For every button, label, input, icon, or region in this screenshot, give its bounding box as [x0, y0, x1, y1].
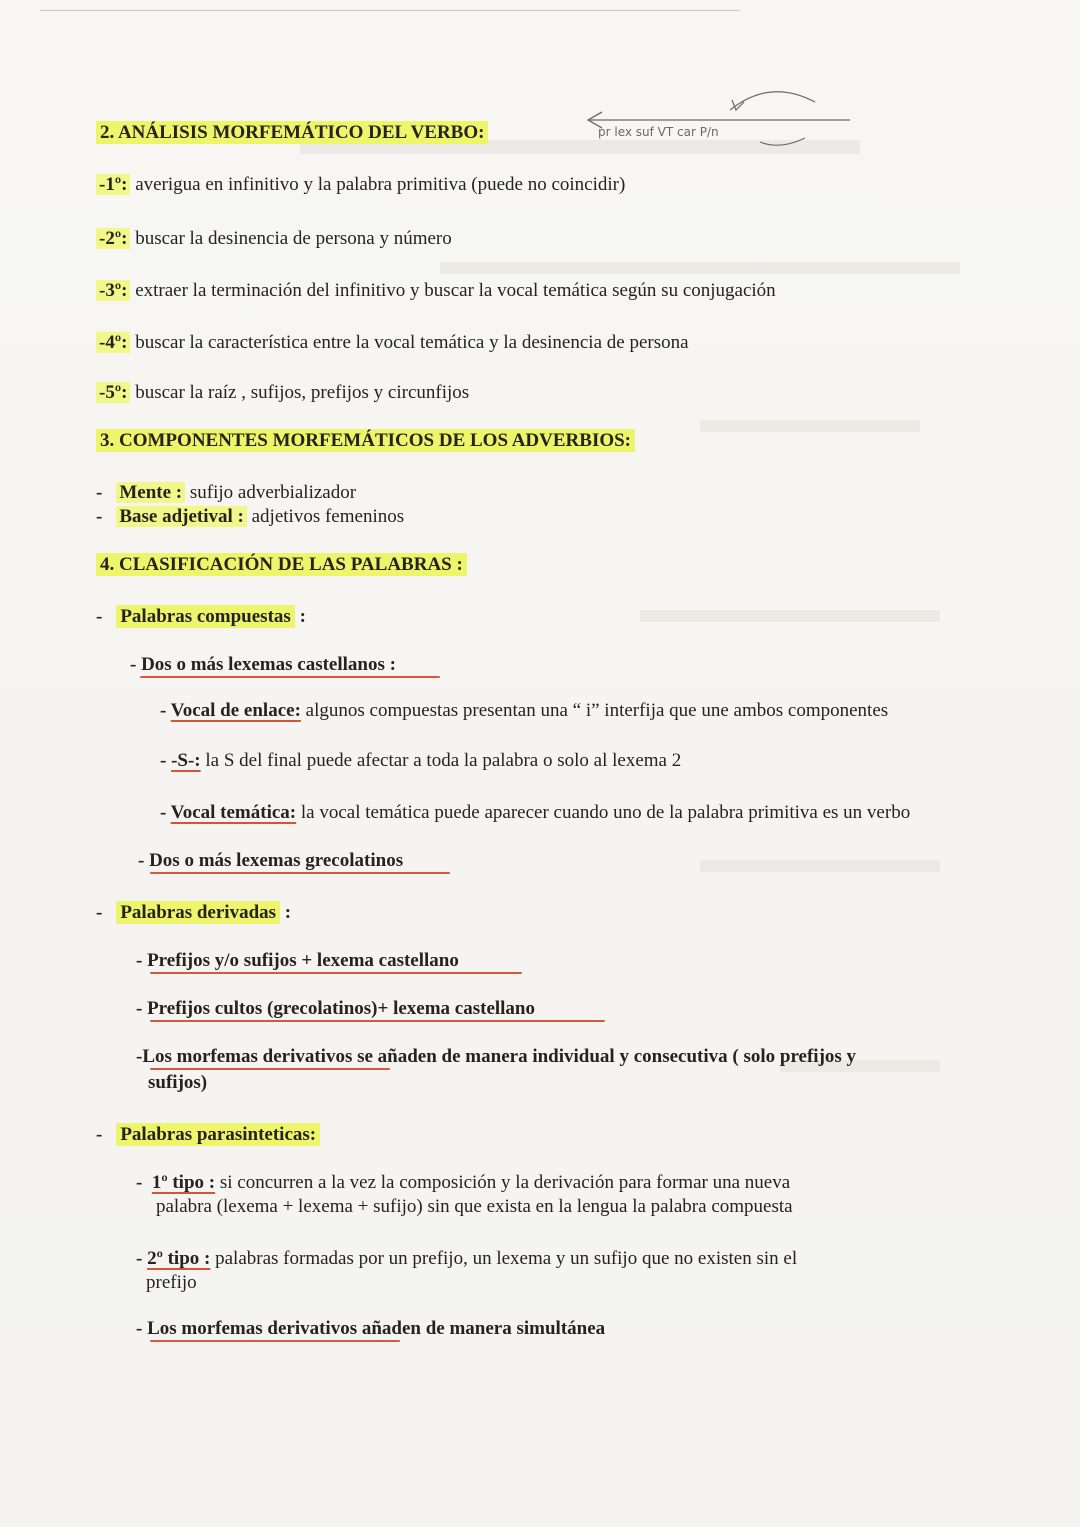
derivadas-item-3-cont: sufijos)	[148, 1072, 208, 1093]
bleed-through-shadow	[700, 860, 940, 872]
section-3-title: 3. COMPONENTES MORFEMÁTICOS DE LOS ADVERBIOS:	[96, 430, 635, 452]
underline	[150, 1020, 605, 1022]
derivadas-item-2: - Prefijos cultos (grecolatinos)+ lexema castellano	[136, 998, 535, 1019]
tipo-1-cont: palabra (lexema + lexema + sufijo) sin que exista en la lengua la palabra compuesta	[156, 1196, 793, 1217]
adverb-item-base: - Base adjetival : adjetivos femeninos	[96, 506, 405, 527]
margin-scribble-arrows	[580, 80, 860, 150]
bleed-through-shadow	[640, 610, 940, 622]
step-2-label: -2º:	[96, 228, 130, 249]
step-2	[96, 228, 452, 250]
step-4-label: -4º:	[96, 332, 130, 353]
bullet: -	[96, 506, 103, 527]
step-4-text: buscar la característica entre la vocal temática y la desinencia de persona	[130, 332, 689, 353]
step-1-text: averigua en infinitivo y la palabra primitiva (puede no coincidir)	[130, 174, 626, 195]
parasinteticas-final: - Los morfemas derivativos añaden de manera simultánea	[136, 1318, 606, 1339]
compuestas-grecolatinos: - Dos o más lexemas grecolatinos	[138, 850, 404, 871]
tipo-2: - 2º tipo : palabras formadas por un prefijo, un lexema y un sufijo que no existen sin el	[136, 1248, 798, 1269]
bullet: -	[96, 902, 103, 923]
bullet: -	[96, 606, 103, 627]
margin-note: pr lex suf VT car P/n	[598, 125, 719, 139]
bleed-through-shadow	[700, 420, 920, 432]
page-top-rule	[40, 10, 740, 11]
derivadas-heading: - Palabras derivadas :	[96, 902, 292, 923]
compuestas-castellanos: - Dos o más lexemas castellanos :	[130, 654, 396, 675]
adverb-item-mente: - Mente : sufijo adverbializador	[96, 482, 357, 503]
compuestas-heading: - Palabras compuestas :	[96, 606, 306, 627]
section-2-title: 2. ANÁLISIS MORFEMÁTICO DEL VERBO:	[96, 122, 488, 144]
bullet: -	[96, 482, 103, 503]
tipo-2-cont: prefijo	[146, 1272, 197, 1293]
underline	[140, 676, 440, 678]
step-5-text: buscar la raíz , sufijos, prefijos y circunfijos	[130, 382, 470, 403]
s-final: - -S-: la S del final puede afectar a toda la palabra o solo al lexema 2	[160, 750, 682, 771]
underline	[150, 1068, 390, 1070]
bleed-through-shadow	[440, 262, 960, 274]
step-5	[96, 382, 469, 404]
step-3-text: extraer la terminación del infinitivo y buscar la vocal temática según su conjugación	[130, 280, 776, 301]
bullet: -	[96, 1124, 103, 1145]
tipo-1: - 1º tipo : si concurren a la vez la composición y la derivación para formar una nueva	[136, 1172, 791, 1193]
derivadas-item-3: -Los morfemas derivativos se añaden de manera individual y consecutiva ( solo prefijos y	[136, 1046, 857, 1067]
derivadas-item-1: - Prefijos y/o sufijos + lexema castellano	[136, 950, 459, 971]
step-3-label: -3º:	[96, 280, 130, 301]
step-3	[96, 280, 776, 302]
underline	[150, 872, 450, 874]
vocal-enlace: - Vocal de enlace: algunos compuestas presentan una “ i” interfija que une ambos componentes	[160, 700, 889, 721]
parasinteticas-heading: - Palabras parasinteticas:	[96, 1124, 320, 1146]
step-5-label: -5º:	[96, 382, 130, 403]
section-4-title: 4. CLASIFICACIÓN DE LAS PALABRAS :	[96, 554, 467, 576]
step-4	[96, 332, 689, 354]
step-1	[96, 174, 625, 196]
underline	[150, 972, 522, 974]
step-1-label: -1º:	[96, 174, 130, 195]
step-2-text: buscar la desinencia de persona y número	[130, 228, 452, 249]
underline	[150, 1340, 400, 1342]
vocal-tematica: - Vocal temática: la vocal temática puede aparecer cuando uno de la palabra primitiva es un verbo	[160, 802, 911, 823]
